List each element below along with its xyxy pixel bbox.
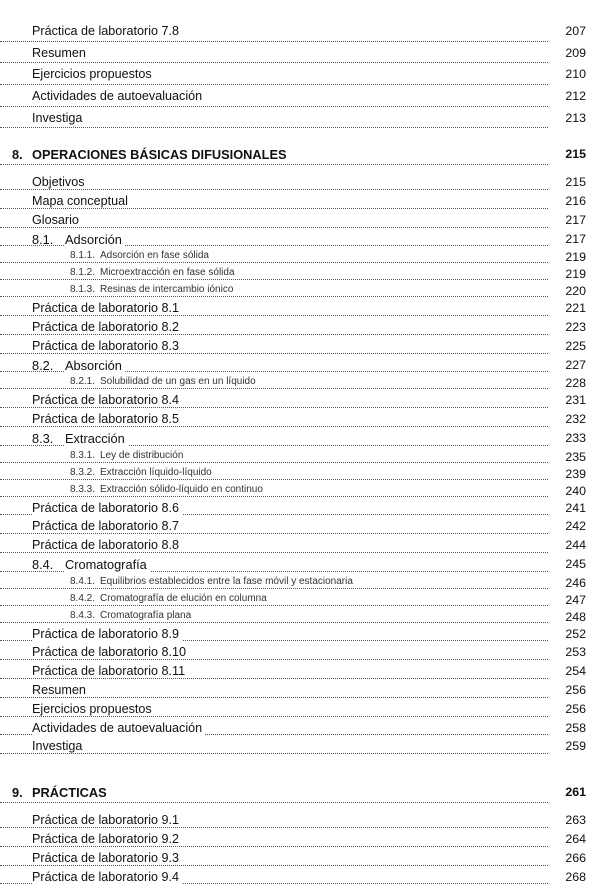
entry-title: Cromatografía <box>65 557 150 572</box>
entry-title: Cromatografía de elución en columna <box>100 593 270 604</box>
page-number: 242 <box>552 519 586 533</box>
toc-group-list <box>0 813 600 888</box>
entry-title: Práctica de laboratorio 8.11 <box>32 664 188 678</box>
page-number: 223 <box>552 320 586 334</box>
entry-title: Microextracción en fase sólida <box>100 267 238 278</box>
toc-entry[interactable] <box>0 250 600 267</box>
dot-leader <box>0 164 548 165</box>
dot-leader <box>0 588 548 589</box>
entry-number: 8.1.2. <box>70 267 96 279</box>
entry-title: Práctica de laboratorio 7.8 <box>32 24 182 38</box>
dot-leader <box>0 106 548 107</box>
toc-entry[interactable] <box>0 813 600 832</box>
page-number: 241 <box>552 501 586 515</box>
entry-title: Mapa conceptual <box>32 194 131 208</box>
entry-title: OPERACIONES BÁSICAS DIFUSIONALES <box>32 147 290 162</box>
entry-title: Práctica de laboratorio 9.3 <box>32 851 182 865</box>
entry-title: Práctica de laboratorio 8.7 <box>32 519 182 533</box>
entry-title: Extracción líquido-líquido <box>100 467 215 478</box>
page-number: 252 <box>552 627 586 641</box>
dot-leader <box>0 279 548 280</box>
entry-title: Práctica de laboratorio 8.3 <box>32 339 182 353</box>
entry-title: Glosario <box>32 213 82 227</box>
page-number: 215 <box>552 147 586 161</box>
page-number: 263 <box>552 813 586 827</box>
toc-entry[interactable] <box>0 320 600 339</box>
toc-entry[interactable] <box>0 538 600 557</box>
dot-leader <box>0 262 548 263</box>
page-number: 219 <box>552 267 586 281</box>
page-number: 264 <box>552 832 586 846</box>
toc-entry[interactable] <box>0 267 600 284</box>
entry-title: Práctica de laboratorio 9.2 <box>32 832 182 846</box>
toc-entry[interactable] <box>0 519 600 538</box>
toc-entry[interactable] <box>0 576 600 593</box>
page-number: 239 <box>552 467 586 481</box>
toc-entry[interactable] <box>0 111 600 133</box>
entry-number: 9. <box>12 785 23 801</box>
page-number: 216 <box>552 194 586 208</box>
chapter-heading[interactable] <box>0 147 600 169</box>
page-number: 227 <box>552 358 586 372</box>
page-number: 207 <box>552 24 586 38</box>
toc-entry[interactable] <box>0 450 600 467</box>
entry-title: Práctica de laboratorio 8.2 <box>32 320 182 334</box>
entry-title: Equilibrios establecidos entre la fase móvil y estacionaria <box>100 576 356 587</box>
toc-entry[interactable] <box>0 832 600 851</box>
page-number: 232 <box>552 412 586 426</box>
dot-leader <box>0 605 548 606</box>
toc-entry[interactable] <box>0 358 600 377</box>
entry-title: Ejercicios propuestos <box>32 67 155 81</box>
entry-title: Práctica de laboratorio 8.1 <box>32 301 182 315</box>
toc-entry[interactable] <box>0 683 600 702</box>
entry-number: 8.4.1. <box>70 575 96 587</box>
page-number: 231 <box>552 393 586 407</box>
page-number: 215 <box>552 175 586 189</box>
entry-title: Ley de distribución <box>100 450 186 461</box>
entry-title: Adsorción <box>65 232 125 247</box>
toc-group-ch8 <box>0 147 600 169</box>
entry-number: 8.3. <box>32 431 54 446</box>
entry-number: 8.3.2. <box>70 466 96 478</box>
page-number: 244 <box>552 538 586 552</box>
entry-title: Absorción <box>65 358 125 373</box>
page-number: 221 <box>552 301 586 315</box>
toc-entry[interactable] <box>0 431 600 450</box>
toc-entry[interactable] <box>0 627 600 646</box>
entry-number: 8.1.3. <box>70 284 96 296</box>
page-number: 256 <box>552 702 586 716</box>
page-number: 256 <box>552 683 586 697</box>
entry-title: Práctica de laboratorio 9.1 <box>32 813 182 827</box>
page-number: 217 <box>552 213 586 227</box>
entry-title: Resinas de intercambio iónico <box>100 284 236 295</box>
entry-title: Práctica de laboratorio 8.6 <box>32 501 182 515</box>
entry-title: Actividades de autoevaluación <box>32 89 205 103</box>
toc-entry[interactable] <box>0 232 600 251</box>
toc-entry[interactable] <box>0 664 600 683</box>
dot-leader <box>0 227 548 228</box>
page-number: 219 <box>552 250 586 264</box>
entry-title: Actividades de autoevaluación <box>32 721 205 735</box>
entry-number: 8. <box>12 147 23 163</box>
toc-entry[interactable] <box>0 501 600 520</box>
toc-entry[interactable] <box>0 376 600 393</box>
chapter-heading[interactable] <box>0 785 600 807</box>
toc-entry[interactable] <box>0 301 600 320</box>
toc-group-list <box>0 175 600 758</box>
page-number: 254 <box>552 664 586 678</box>
toc-entry[interactable] <box>0 467 600 484</box>
toc-entry[interactable] <box>0 284 600 301</box>
toc-group-top <box>0 0 600 132</box>
entry-title: Cromatografía plana <box>100 610 194 621</box>
toc-entry[interactable] <box>0 194 600 213</box>
dot-leader <box>0 296 548 297</box>
entry-title: PRÁCTICAS <box>32 785 110 800</box>
dot-leader <box>0 62 548 63</box>
entry-title: Práctica de laboratorio 8.4 <box>32 393 182 407</box>
dot-leader <box>0 496 548 497</box>
entry-title: Adsorción en fase sólida <box>100 250 212 261</box>
entry-title: Investiga <box>32 111 85 125</box>
toc-entry[interactable] <box>0 557 600 576</box>
page-number: 235 <box>552 450 586 464</box>
entry-title: Práctica de laboratorio 8.9 <box>32 627 182 641</box>
page-number: 268 <box>552 870 586 884</box>
entry-title: Práctica de laboratorio 8.8 <box>32 538 182 552</box>
page-number: 228 <box>552 376 586 390</box>
toc-group-ch9 <box>0 785 600 807</box>
entry-number: 8.1. <box>32 231 54 247</box>
page-number: 245 <box>552 557 586 571</box>
toc-entry[interactable] <box>0 175 600 194</box>
page-number: 220 <box>552 284 586 298</box>
toc-entry[interactable] <box>0 721 600 740</box>
toc-entry[interactable] <box>0 412 600 431</box>
dot-leader <box>0 479 548 480</box>
page-number: 225 <box>552 339 586 353</box>
entry-number: 8.2. <box>32 357 54 373</box>
toc-entry[interactable] <box>0 24 600 46</box>
page-number: 246 <box>552 576 586 590</box>
entry-title: Resumen <box>32 46 89 60</box>
toc-entry[interactable] <box>0 851 600 870</box>
entry-title: Extracción sólido-líquido en continuo <box>100 484 266 495</box>
toc-entry[interactable] <box>0 610 600 627</box>
page-number: 253 <box>552 645 586 659</box>
entry-title: Objetivos <box>32 175 88 189</box>
toc-entry[interactable] <box>0 645 600 664</box>
entry-title: Solubilidad de un gas en un líquido <box>100 376 259 387</box>
entry-title: Ejercicios propuestos <box>32 702 155 716</box>
entry-title: Práctica de laboratorio 9.4 <box>32 870 182 884</box>
entry-number: 8.4.2. <box>70 592 96 604</box>
entry-number: 8.3.3. <box>70 483 96 495</box>
page-number: 233 <box>552 431 586 445</box>
toc-entry[interactable] <box>0 46 600 68</box>
toc-entry[interactable] <box>0 213 600 232</box>
page-number: 247 <box>552 593 586 607</box>
toc-entry[interactable] <box>0 393 600 412</box>
page-number: 212 <box>552 89 586 103</box>
page-number: 261 <box>552 785 586 799</box>
dot-leader <box>0 127 548 128</box>
page-number: 258 <box>552 721 586 735</box>
toc-entry[interactable] <box>0 870 600 888</box>
entry-number: 8.4.3. <box>70 609 96 621</box>
page-number: 240 <box>552 484 586 498</box>
dot-leader <box>0 84 548 85</box>
toc-entry[interactable] <box>0 702 600 721</box>
dot-leader <box>0 41 548 42</box>
page-number: 217 <box>552 232 586 246</box>
dot-leader <box>0 622 548 623</box>
page-number: 248 <box>552 610 586 624</box>
entry-number: 8.2.1. <box>70 376 96 388</box>
entry-number: 8.3.1. <box>70 449 96 461</box>
toc-entry[interactable] <box>0 484 600 501</box>
toc-entry[interactable] <box>0 739 600 758</box>
toc-entry[interactable] <box>0 89 600 111</box>
dot-leader <box>0 802 548 803</box>
entry-title: Práctica de laboratorio 8.5 <box>32 412 182 426</box>
toc-entry[interactable] <box>0 593 600 610</box>
dot-leader <box>0 462 548 463</box>
page-number: 259 <box>552 739 586 753</box>
page-number: 213 <box>552 111 586 125</box>
entry-title: Práctica de laboratorio 8.10 <box>32 645 189 659</box>
entry-title: Resumen <box>32 683 89 697</box>
entry-title: Extracción <box>65 431 128 446</box>
page-number: 209 <box>552 46 586 60</box>
toc-entry[interactable] <box>0 339 600 358</box>
entry-number: 8.1.1. <box>70 250 96 262</box>
dot-leader <box>0 388 548 389</box>
page-number: 210 <box>552 67 586 81</box>
entry-number: 8.4. <box>32 556 54 572</box>
page-number: 266 <box>552 851 586 865</box>
entry-title: Investiga <box>32 739 85 753</box>
toc-entry[interactable] <box>0 67 600 89</box>
